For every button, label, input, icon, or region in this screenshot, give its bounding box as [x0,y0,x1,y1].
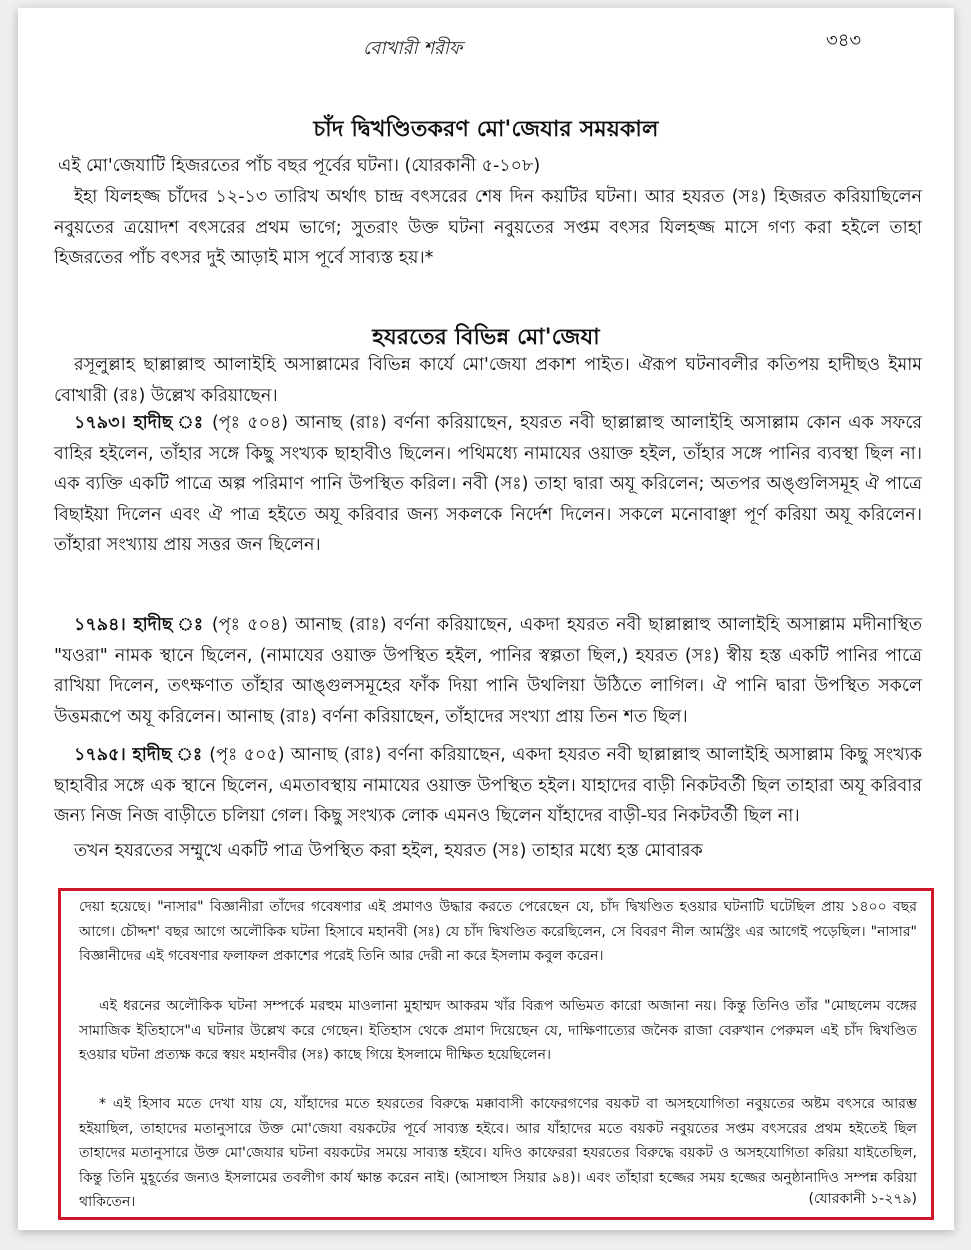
hadith-text: (পৃঃ ৫০৪) আনাছ (রাঃ) বর্ণনা করিয়াছেন, একদা হযরত নবী ছাল্লাল্লাহু আলাইহি অসাল্লাম মদীনাস্থিত "যওরা" নামক স্থানে ছিলেন, (নামাযের ওয়াক্ত উপস্থিত হইল, পানির স্বল্পতা ছিল,) হযরত (সঃ) স্বীয় হস্ত একটি পানির পাত্রে রাখিয়া দিলেন, তৎক্ষণাত তাঁহার আঙ্গুলসমূহের ফাঁক দিয়া পানি উথলিয়া উঠিতে লাগিল। ঐ পানি দ্বারা উপস্থিত সকলে উত্তমরূপে অযূ করিলেন। আনাছ (রাঃ) বর্ণনা করিয়াছেন, তাঁহাদের সংখ্যা প্রায় তিন শত ছিল। [54,615,922,727]
paragraph-miracles-intro: রসূলুল্লাহ ছাল্লাল্লাহু আলাইহি অসাল্লামের বিভিন্ন কার্যে মো'জেযা প্রকাশ পাইত। ঐরূপ ঘটনাবলীর কতিপয় হাদীছও ইমাম বোখারী (রঃ) উল্লেখ করিয়াছেন। [54,355,922,406]
hadith-1794 [54,610,922,732]
footnote-citation: (যোরকানী ১-২৭৯) [808,1191,917,1207]
book-page [18,8,954,1230]
paragraph-moon-split-explanation: ইহা যিলহজ্জ চাঁদের ১২-১৩ তারিখ অর্থাৎ চান্দ্র বৎসরের শেষ দিন কয়টির ঘটনা। আর হযরত (সঃ) হিজরত করিয়াছিলেন নবুয়তের ত্রয়োদশ বৎসরের প্রথম ভাগে; সুতরাং উক্ত ঘটনা নবুয়তের সপ্তম বৎসর যিলহজ্জ মাসে গণ্য করা হইলে তাহা হিজরতের পাঁচ বৎসর দুই আড়াই মাস পূর্বে সাব্যস্ত হয়।* [54,187,922,268]
hadith-number: ১৭৯৪। হাদীছ ঃ [74,615,205,635]
page-number: ৩৪৩ [826,30,862,51]
footnote-paragraph-boycott: * এই হিসাব মতে দেখা যায় যে, যাঁহাদের মতে হযরতের বিরুদ্ধে মক্কাবাসী কাফেরগণের বয়কট বা অসহযোগিতা নবুয়তের অষ্টম বৎসরে আরম্ভ হইয়াছিল, তাহাদের মতানুসারে উক্ত মো'জেযা বয়কটের পূর্বে সাব্যস্ত হইবে। আর যাঁহাদের মতে বয়কট নবুয়তের সপ্তম বৎসরের প্রথম হইতেই ছিল তাহাদের মতানুসারে উক্ত মো'জেযার ঘটনা বয়কটের সময়ে সাব্যস্ত হইবে। যদিও কাফেররা হযরতের বিরুদ্ধে বয়কট ও অসহযোগিতা করিয়া যাইতেছিল, কিন্তু তিনি মুহূর্তের জন্যও ইসলামের তবলীগ কার্য ক্ষান্ত করেন নাই। (আসাহুস সিয়ার ৯৪)। এবং তাঁহারা হজ্জের সময় হজ্জের অনুষ্ঠানাদিও সম্পন্ন করিয়া থাকিতেন। [79,1096,917,1210]
hadith-number: ১৭৯৫। হাদীছ ঃ [74,745,203,765]
hadith-1795 [54,740,922,832]
section-title-miracles: হযরতের বিভিন্ন মো'জেযা [372,325,600,350]
footnote-box [58,888,934,1220]
paragraph-moon-split-timing: এই মো'জেযাটি হিজরতের পাঁচ বছর পূর্বের ঘটনা। (যোরকানী ৫-১০৮) [58,156,541,176]
section-title-moon-split: চাঁদ দ্বিখণ্ডিতকরণ মো'জেযার সময়কাল [313,117,659,142]
hadith-1793 [54,408,922,561]
continuation-line: তখন হযরতের সম্মুখে একটি পাত্র উপস্থিত করা হইল, হযরত (সঃ) তাহার মধ্যে হস্ত মোবারক [74,841,703,861]
hadith-text: (পৃঃ ৫০৫) আনাছ (রাঃ) বর্ণনা করিয়াছেন, একদা হযরত নবী ছাল্লাল্লাহু আলাইহি অসাল্লাম কিছু সংখ্যক ছাহাবীর সঙ্গে এক স্থানে ছিলেন, এমতাবস্থায় নামাযের ওয়াক্ত উপস্থিত হইল। যাহাদের বাড়ী নিকটবর্তী ছিল তাহারা অযূ করিবার জন্য নিজ নিজ বাড়ীতে চলিয়া গেল। কিছু সংখ্যক লোক এমনও ছিলেন যাঁহাদের বাড়ী-ঘর নিকটবর্তী ছিল না। [54,745,922,826]
running-head: বোখারী শরীফ [363,38,463,59]
hadith-text: (পৃঃ ৫০৪) আনাছ (রাঃ) বর্ণনা করিয়াছেন, হযরত নবী ছাল্লাল্লাহু আলাইহি অসাল্লাম কোন এক সফরে বাহির হইলেন, তাঁহার সঙ্গে কিছু সংখ্যক ছাহাবীও ছিলেন। পথিমধ্যে নামাযের ওয়াক্ত হইল, তাঁহার সঙ্গে পানির ব্যবস্থা ছিল না। এক ব্যক্তি একটি পাত্রে অল্প পরিমাণ পানি উপস্থিত করিল। নবী (সঃ) তাহা দ্বারা অযূ করিলেন; অতপর অঙ্গুলিসমূহ ঐ পাত্রে বিছাইয়া দিলেন এবং ঐ পাত্র হইতে অযূ করিবার জন্য সকলকে নির্দেশ দিলেন। সকলে মনোবাঞ্ছা পূর্ণ করিয়া অযূ করিলেন। তাঁহারা সংখ্যায় প্রায় সত্তর জন ছিলেন। [54,413,922,555]
hadith-number: ১৭৯৩। হাদীছ ঃ [74,413,205,433]
footnote-paragraph-akram-khan: এই ধরনের অলৌকিক ঘটনা সম্পর্কে মরহুম মাওলানা মুহাম্মদ আকরম খাঁর বিরূপ অভিমত কারো অজানা নয়। কিন্তু তিনিও তাঁর "মোছলেম বঙ্গের সামাজিক ইতিহাসে"এ ঘটনার উল্লেখ করে গেছেন। ইতিহাস থেকে প্রমাণ দিয়েছেন যে, দাক্ষিণাত্যের জনৈক রাজা বেরুখান পেরুমল এই চাঁদ দ্বিখণ্ডিত হওয়ার ঘটনা প্রত্যক্ষ করে স্বয়ং মহানবীর (সঃ) কাছে গিয়ে ইসলামে দীক্ষিত হয়েছিলেন। [79,998,917,1063]
footnote-paragraph-nasa: দেয়া হয়েছে। "নাসার" বিজ্ঞানীরা তাঁদের গবেষণার এই প্রমাণও উদ্ধার করতে পেরেছেন যে, চাঁদ দ্বিখণ্ডিত হওয়ার ঘটনাটি ঘটেছিল প্রায় ১৪০০ বছর আগে। চৌদ্দশ' বছর আগে অলৌকিক ঘটনা হিসাবে মহানবী (সঃ) যে চাঁদ দ্বিখণ্ডিত করেছিলেন, সে বিবরণ নীল আর্মস্ট্রং এর আগেই পড়েছিল। "নাসার" বিজ্ঞানীদের এই গবেষণার ফলাফল প্রকাশের পরেই তিনি আর দেরী না করে ইসলাম কবুল করেন। [79,899,917,964]
